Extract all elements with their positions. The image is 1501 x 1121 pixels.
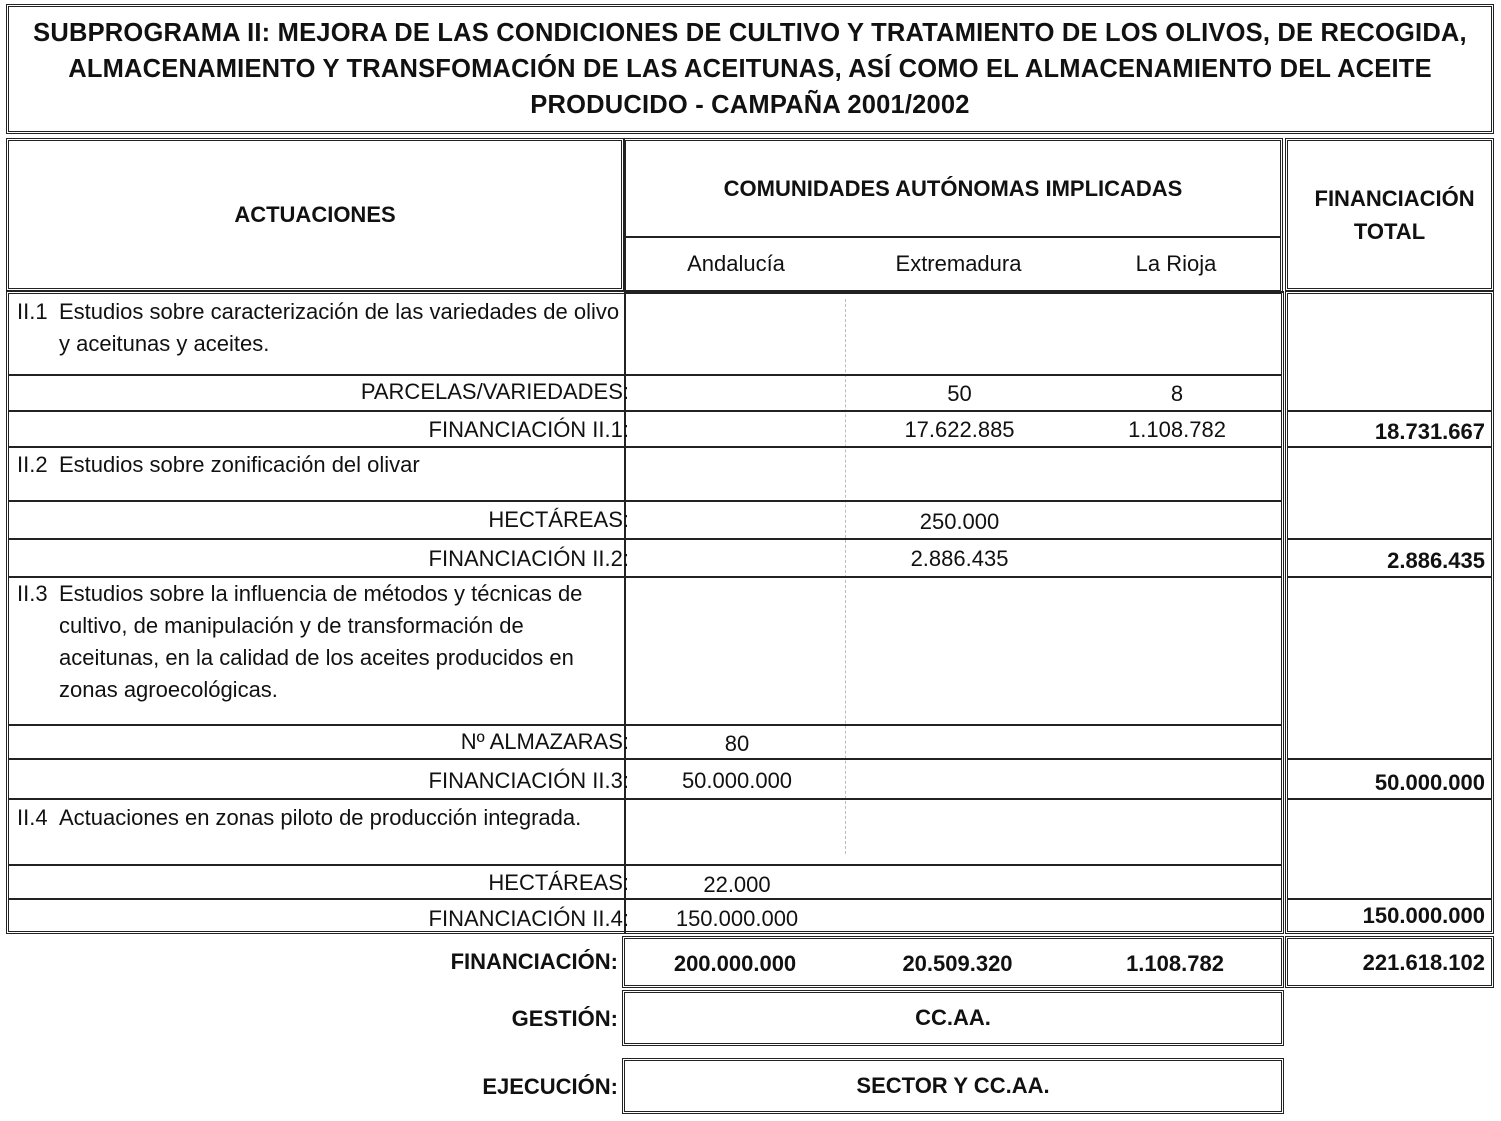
row-line	[9, 538, 1281, 540]
total-ii2: 2.886.435	[1387, 548, 1485, 573]
summary-financiacion-total: 221.618.102	[1362, 950, 1485, 975]
section-ii2-metric-extremadura: 250.000	[919, 509, 1000, 534]
financiacion-total-column	[1285, 291, 1494, 934]
section-ii1-metric-extremadura: 50	[947, 381, 972, 406]
header-financiacion-total	[1285, 138, 1494, 291]
section-ii4-number: II.4	[17, 805, 48, 830]
section-ii2-metric-label: HECTÁREAS:	[488, 507, 629, 532]
summary-financiacion-label: FINANCIACIÓN:	[450, 949, 618, 974]
header-financiacion-total-label: FINANCIACIÓN TOTAL	[1314, 185, 1475, 244]
section-ii2-text: Estudios sobre zonificación del olivar	[59, 452, 420, 477]
section-ii1-number: II.1	[17, 299, 48, 324]
header-region-la-rioja: La Rioja	[1135, 251, 1217, 276]
section-ii2-fin-extremadura: 2.886.435	[910, 546, 1009, 571]
ft-line	[1288, 798, 1491, 800]
title-text: SUBPROGRAMA II: MEJORA DE LAS CONDICIONES DE CULTIVO Y TRATAMIENTO DE LOS OLIVOS, DE RECOGIDA, ALMACENAMIENTO Y TRANSFOMACIÓN DE LAS ACEITUNAS, ASÍ COMO EL ALMACENAMIENTO DEL ACEITE PRODUCIDO - CAMPAÑA 2001/2002	[33, 19, 1467, 119]
section-ii3-description	[17, 578, 625, 706]
row-line	[9, 758, 1281, 760]
section-ii3-metric-label: Nº ALMAZARAS:	[460, 729, 629, 754]
row-line	[9, 446, 1281, 448]
section-ii2-fin-label: FINANCIACIÓN II.2:	[428, 546, 629, 571]
section-ii4-metric-andalucia: 22.000	[703, 872, 771, 897]
section-ii3-fin-andalucia: 50.000.000	[681, 768, 793, 793]
ft-line	[1288, 898, 1491, 900]
summary-financiacion-values	[622, 936, 1284, 988]
summary-financiacion-la-rioja: 1.108.782	[1126, 951, 1224, 976]
row-line	[9, 500, 1281, 502]
document-title	[6, 4, 1494, 134]
row-line	[9, 898, 1281, 900]
summary-gestion-value: CC.AA.	[915, 1005, 991, 1030]
section-ii1-fin-extremadura: 17.622.885	[904, 417, 1015, 442]
section-ii1-text: Estudios sobre caracterización de las variedades de olivo y aceitunas y aceites.	[59, 299, 620, 356]
ft-line	[1288, 446, 1491, 448]
row-line	[9, 798, 1281, 800]
header-comunidades	[624, 138, 1283, 293]
section-ii2-number: II.2	[17, 452, 48, 477]
section-ii1-description	[17, 296, 625, 360]
section-ii4-text: Actuaciones en zonas piloto de producción integrada.	[59, 805, 582, 830]
actuaciones-table	[6, 291, 1284, 934]
ft-line	[1288, 758, 1491, 760]
summary-gestion-box	[622, 990, 1284, 1046]
ft-line	[1288, 576, 1491, 578]
summary-ejecucion-box	[622, 1058, 1284, 1114]
summary-ejecucion-value: SECTOR Y CC.AA.	[856, 1073, 1050, 1098]
summary-financiacion-extremadura: 20.509.320	[902, 951, 1013, 976]
header-region-extremadura: Extremadura	[895, 251, 1022, 276]
section-ii3-metric-andalucia: 80	[724, 731, 750, 756]
row-line	[9, 864, 1281, 866]
header-actuaciones-label: ACTUACIONES	[234, 201, 396, 227]
section-ii1-fin-label: FINANCIACIÓN II.1:	[428, 417, 629, 442]
section-ii4-metric-label: HECTÁREAS:	[488, 870, 629, 895]
header-region-andalucia: Andalucía	[687, 251, 785, 276]
row-line	[9, 724, 1281, 726]
row-line	[9, 374, 1281, 376]
section-ii4-fin-andalucia: 150.000.000	[675, 906, 799, 931]
header-actuaciones	[6, 138, 624, 291]
total-ii4: 150.000.000	[1362, 903, 1485, 928]
section-ii2-description	[17, 449, 625, 481]
summary-financiacion-andalucia: 200.000.000	[673, 951, 797, 976]
summary-financiacion-total-box	[1285, 936, 1494, 988]
section-ii4-description	[17, 802, 625, 834]
total-ii3: 50.000.000	[1374, 770, 1485, 795]
section-ii1-fin-la-rioja: 1.108.782	[1128, 417, 1226, 442]
section-ii4-fin-label: FINANCIACIÓN II.4:	[428, 906, 629, 931]
section-ii1-metric-la-rioja: 8	[1170, 381, 1184, 406]
header-comunidades-label: COMUNIDADES AUTÓNOMAS IMPLICADAS	[626, 141, 1280, 238]
summary-gestion-label: GESTIÓN:	[511, 1006, 618, 1031]
section-ii3-number: II.3	[17, 581, 48, 606]
total-ii1: 18.731.667	[1374, 419, 1485, 444]
ft-line	[1288, 538, 1491, 540]
ft-line	[1288, 410, 1491, 412]
section-ii3-fin-label: FINANCIACIÓN II.3:	[428, 768, 629, 793]
summary-ejecucion-label: EJECUCIÓN:	[482, 1074, 618, 1099]
row-line	[9, 410, 1281, 412]
section-ii3-text: Estudios sobre la influencia de métodos y técnicas de cultivo, de manipulación y de transformación de aceitunas, en la calidad de los aceites producidos en zonas agroecológicas.	[59, 581, 583, 702]
section-ii1-metric-label: PARCELAS/VARIEDADES:	[360, 379, 629, 404]
